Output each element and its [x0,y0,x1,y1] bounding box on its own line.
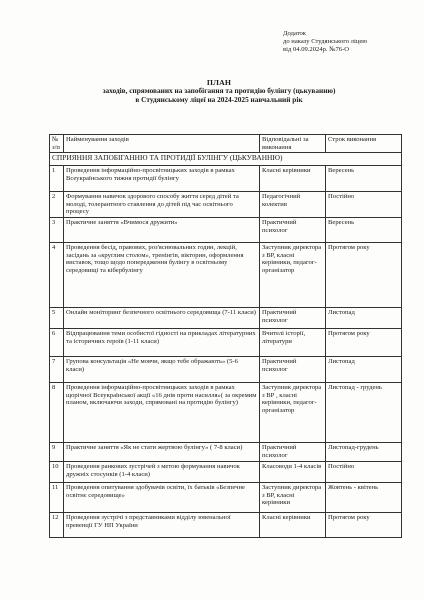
table-row [50,512,402,537]
row-num: 9 [50,442,64,461]
row-term: Протягом року [326,328,402,356]
row-num: 8 [50,382,64,442]
row-term: Вересень [326,166,402,192]
table-row [50,328,402,356]
table-header-row [50,135,402,153]
row-term: Листопад [326,307,402,328]
table-row [50,217,402,242]
header-num: № з/п [50,135,64,153]
document-title [40,79,398,104]
row-name: Відпрацювання теми особистої гідності на прикладах літературних та історичних героїв (1-11 класи) [64,328,260,356]
title-subject: заходів, спрямованих на запобігання та протидію булінгу (цькуванню) [102,86,336,96]
section-title: СПРИЯННЯ ЗАПОБІГАННЮ ТА ПРОТИДІЇ БУЛІНГУ (ЦЬКУВАННЮ) [50,153,402,166]
row-name: Проведення бесід, правових, роз'яснювальних годин, лекцій, засідань за «круглим столом», тренінгів, вікторин, оформлення виставок, тощо щодо попередження булінгу в освітньому середовищі та кібербулінгу [64,242,260,307]
row-term: Листопад - грудень [326,382,402,442]
row-term: Постійно [326,461,402,482]
row-num: 1 [50,166,64,192]
row-name: Групова консультація «Не мовчи, якщо тебе ображають» (5-6 класи) [64,356,260,382]
appendix-line-3: від 04.09.2024р. №76-О [283,46,350,54]
row-responsible: Вчителі історії, літератури [260,328,326,356]
row-term: Жовтень - квітень [326,482,402,512]
row-term: Вересень [326,217,402,242]
row-responsible: Заступник директора з ВР, класні керівники, педагог-організатор [260,242,326,307]
row-responsible: Класні керівники [260,512,326,537]
title-plan: ПЛАН [206,78,232,87]
row-name: Проведення ранкових зустрічей з метою формування навичок дружніх стосунків (1-4 класи) [64,461,260,482]
row-responsible: Практичний психолог [260,307,326,328]
appendix-line-1: Додаток [283,30,307,37]
section-row [50,153,402,166]
row-num: 6 [50,328,64,356]
row-num: 10 [50,461,64,482]
appendix-note [283,30,367,55]
row-term: Листопад-грудень [326,442,402,461]
table-row [50,166,402,192]
row-name: Проведення зустрічі з представниками відділу ювенальної превенції ГУ НП України [64,512,260,537]
row-term: Постійно [326,192,402,218]
row-responsible: Педагогічний колектив [260,192,326,218]
header-name: Найменування заходів [64,135,260,153]
header-responsible: Відповідальні за виконання [260,135,326,153]
row-name: Практичне заняття «Вчимося дружити» [64,217,260,242]
row-term: Листопад [326,356,402,382]
row-responsible: Заступник директора з ВР , класні керівники, педагог-організатор [260,382,326,442]
header-term: Строк виконання [326,135,402,153]
table-row [50,242,402,307]
row-num: 5 [50,307,64,328]
row-responsible: Практичний психолог [260,356,326,382]
title-institution: в Студянському ліцеї на 2024-2025 навчальний рік [135,94,303,104]
table-row [50,307,402,328]
row-responsible: Заступник директора з ВР, класні керівники [260,482,326,512]
row-num: 12 [50,512,64,537]
table-row [50,356,402,382]
table-row [50,192,402,218]
row-name: Проведення інформаційно-просвітницьких заходів в рамках Всеукраїнського тижня протидії булінгу [64,166,260,192]
row-name: Онлайн моніторинг безпечного освітнього середовища (7-11 класи) [64,307,260,328]
row-num: 3 [50,217,64,242]
row-responsible: Класні керівники [260,166,326,192]
row-responsible: Практичний психолог [260,442,326,461]
table-row [50,461,402,482]
row-num: 4 [50,242,64,307]
row-name: Проведення опитування здобувачів освіти, їх батьків «Безпечне освітнє середовище» [64,482,260,512]
appendix-line-2: до наказу Студянського ліцею [283,38,368,46]
row-num: 11 [50,482,64,512]
row-term: Протягом року [326,512,402,537]
plan-table [49,134,402,538]
table-row [50,442,402,461]
row-term: Протягом року [326,242,402,307]
row-responsible: Практичний психолог [260,217,326,242]
row-num: 7 [50,356,64,382]
table-row [50,482,402,512]
row-responsible: Класоводи 1-4 класів [260,461,326,482]
row-name: Проведення інформаційно-просвітницьких заходів в рамках щорічної Всеукраїнської акції «16 днів проти насилля»( за окремим планом, включаючи заходи, спрямовані на протидію булінгу) [64,382,260,442]
table-row [50,382,402,442]
row-name: Практичне заняття «Як не стати жертвою булінгу» ( 7-8 класи) [64,442,260,461]
row-num: 2 [50,192,64,218]
row-name: Формування навичок здорового способу життя серед дітей та молоді, толерантного ставлення до дітей під час освітнього процесу [64,192,260,218]
